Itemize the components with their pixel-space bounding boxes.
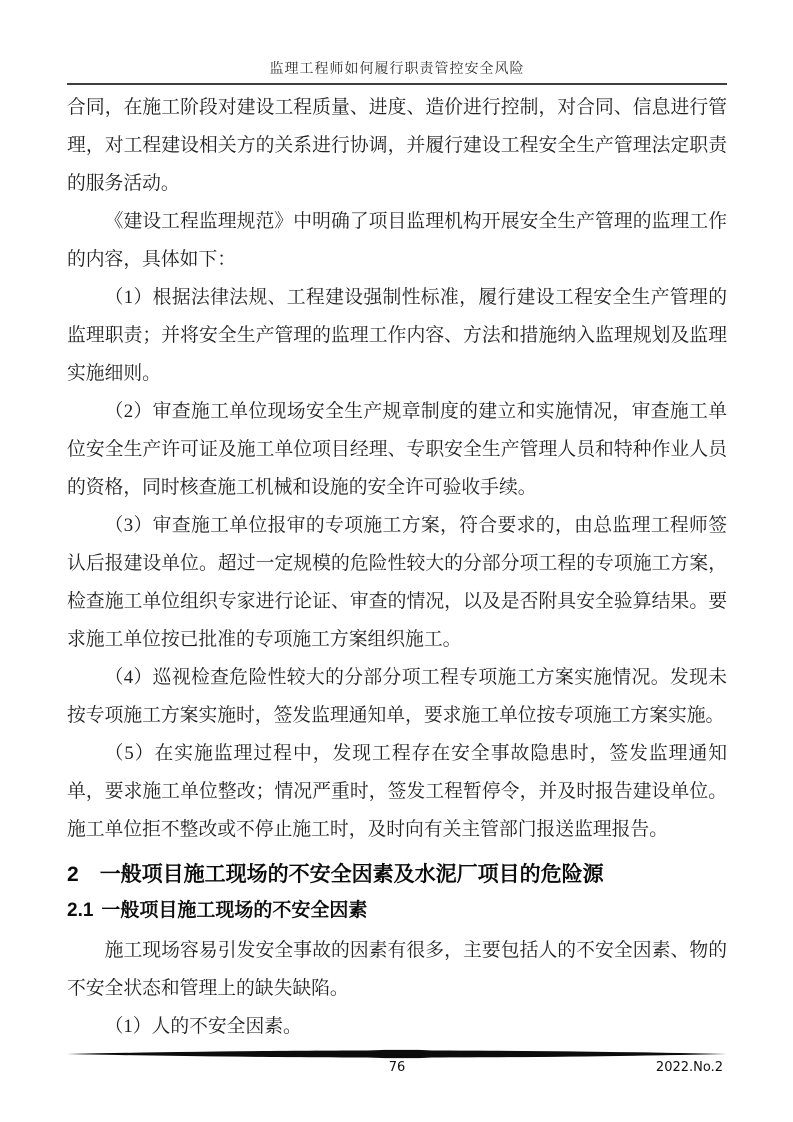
paragraph: （1）人的不安全因素。 [104, 1016, 302, 1037]
running-head [67, 0, 727, 85]
body-blocks [67, 89, 727, 1046]
paragraph: （3）审查施工单位报审的专项施工方案，符合要求的，由总监理工程师签认后报建设单位。超过一定规模的危险性较大的分部分项工程的专项施工方案，检查施工单位组织专家进行论证、审查的情况，以及是否附具安全验算结果。要求施工单位按已批准的专项施工方案组织施工。 [67, 515, 727, 650]
page-footer [67, 1049, 727, 1089]
paragraph: （2）审查施工单位现场安全生产规章制度的建立和实施情况，审查施工单位安全生产许可证及施工单位项目经理、专职安全生产管理人员和特种作业人员的资格，同时核查施工机械和设施的安全许可验收手续。 [67, 401, 727, 498]
paragraph: （5）在实施监理过程中，发现工程存在安全事故隐患时，签发监理通知单，要求施工单位整改；情况严重时，签发工程暂停令，并及时报告建设单位。施工单位拒不整改或不停止施工时，及时向有关主管部门报送监理报告。 [67, 743, 727, 840]
section-heading [67, 859, 727, 891]
paragraph: （1）根据法律法规、工程建设强制性标准，履行建设工程安全生产管理的监理职责；并将安全生产管理的监理工作内容、方法和措施纳入监理规划及监理实施细则。 [67, 287, 727, 384]
heading-number: 2.1 [67, 900, 94, 921]
content-column [67, 0, 727, 1046]
paragraph: （4）巡视检查危险性较大的分部分项工程专项施工方案实施情况。发现未按专项施工方案实施时，签发监理通知单，要求施工单位按专项施工方案实施。 [67, 667, 727, 726]
heading-number: 2 [67, 863, 79, 886]
paragraph: 《建设工程监理规范》中明确了项目监理机构开展安全生产管理的监理工作的内容，具体如下： [67, 211, 727, 270]
paragraph: 施工现场容易引发安全事故的因素有很多，主要包括人的不安全因素、物的不安全状态和管理上的缺失缺陷。 [67, 940, 727, 999]
paragraph: 合同，在施工阶段对建设工程质量、进度、造价进行控制，对合同、信息进行管理，对工程建设相关方的关系进行协调，并履行建设工程安全生产管理法定职责的服务活动。 [67, 97, 727, 194]
heading-text: 一般项目施工现场的不安全因素 [101, 900, 368, 921]
page-number: 76 [388, 1060, 406, 1075]
footer-rule-bar [67, 1049, 727, 1059]
subsection-heading [67, 896, 727, 926]
heading-text: 一般项目施工现场的不安全因素及水泥厂项目的危险源 [99, 863, 604, 886]
running-head-title: 监理工程师如何履行职责管控安全风险 [269, 62, 525, 77]
issue-number: 2022.No.2 [655, 1060, 723, 1075]
